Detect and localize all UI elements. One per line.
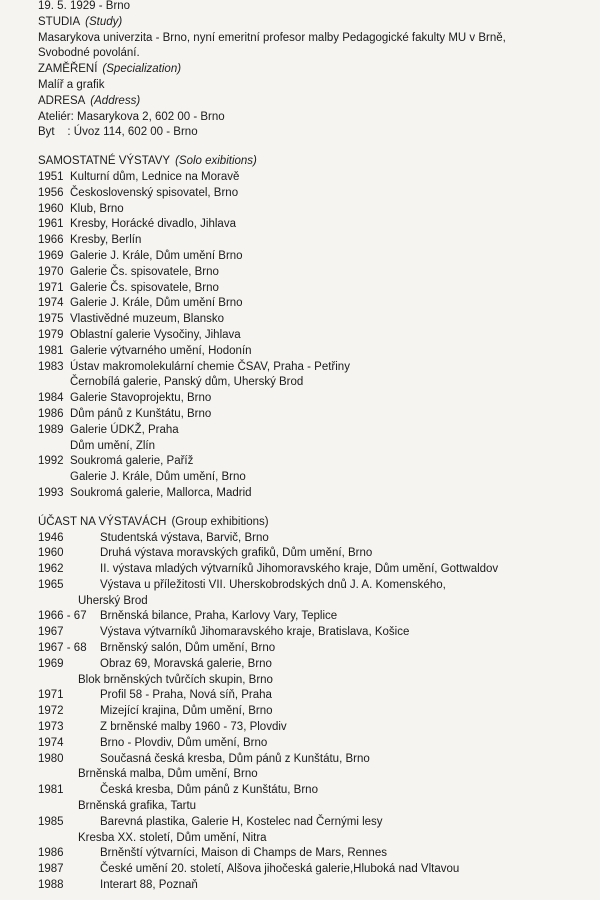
entry-year: 1960 bbox=[38, 202, 64, 215]
entry-year: 1992 bbox=[38, 455, 64, 468]
group-exhibition-entry bbox=[38, 752, 592, 768]
group-exhibition-entry bbox=[38, 531, 592, 547]
solo-exhibition-entry bbox=[38, 391, 592, 407]
entry-text: Kresby, Berlín bbox=[70, 234, 142, 247]
studia-heading-label: STUDIA bbox=[38, 15, 81, 28]
section-heading-zamereni bbox=[38, 62, 592, 78]
group-exhibition-entry bbox=[38, 846, 592, 862]
solo-exhibition-entry bbox=[38, 344, 592, 360]
group-exhibition-entry bbox=[38, 578, 592, 594]
entry-year: 1951 bbox=[38, 170, 64, 183]
entry-text: Barevná plastika, Galerie H, Kostelec nad Černými lesy bbox=[100, 815, 383, 828]
group-exhibition-entry bbox=[38, 815, 592, 831]
entry-text: České umění 20. století, Alšova jihočeská galerie,Hluboká nad Vltavou bbox=[100, 863, 460, 876]
entry-year: 1974 bbox=[38, 297, 64, 310]
entry-text: Kresby, Horácké divadlo, Jihlava bbox=[70, 218, 236, 231]
group-exhibition-entry bbox=[38, 704, 592, 720]
entry-year: 1972 bbox=[38, 705, 64, 718]
group-exhibition-entry bbox=[38, 783, 592, 799]
entry-text: Výstava výtvarníků Jihomaravského kraje, Bratislava, Košice bbox=[100, 626, 410, 639]
entry-text: Brněnská malba, Dům umění, Brno bbox=[78, 768, 258, 781]
entry-text: Mizející krajina, Dům umění, Brno bbox=[100, 705, 273, 718]
entry-year: 1969 bbox=[38, 249, 64, 262]
entry-year: 1983 bbox=[38, 360, 64, 373]
entry-text: Brněnská grafika, Tartu bbox=[78, 800, 197, 813]
studia-text-line: Masarykova univerzita - Brno, nyní emeritní profesor malby Pedagogické fakulty MU v Brně, bbox=[38, 31, 506, 44]
solo-exhibition-entry bbox=[38, 281, 592, 297]
solo-exhibition-entry bbox=[38, 249, 592, 265]
entry-year: 1979 bbox=[38, 328, 64, 341]
entry-text: Současná česká kresba, Dům pánů z Kunštátu, Brno bbox=[100, 752, 370, 765]
entry-year: 1974 bbox=[38, 736, 64, 749]
entry-text: Uherský Brod bbox=[78, 594, 148, 607]
entry-text: Galerie Stavoprojektu, Brno bbox=[70, 392, 212, 405]
adresa-heading-translation: (Address) bbox=[90, 94, 141, 107]
group-exhibition-entry bbox=[38, 720, 592, 736]
section-heading-solo-exhibitions bbox=[38, 154, 592, 170]
group-exhibition-entry bbox=[38, 831, 592, 847]
group-exhibition-entry bbox=[38, 736, 592, 752]
entry-text: Kulturní dům, Lednice na Moravě bbox=[70, 170, 240, 183]
group-exhibition-entry bbox=[38, 673, 592, 689]
entry-text: Galerie Čs. spisovatele, Brno bbox=[70, 265, 219, 278]
entry-year: 1971 bbox=[38, 281, 64, 294]
entry-text: Galerie J. Krále, Dům umění Brno bbox=[70, 297, 243, 310]
group-exhibition-entry bbox=[38, 767, 592, 783]
solo-exhibition-entry bbox=[38, 202, 592, 218]
group-exhibition-entry bbox=[38, 657, 592, 673]
section-heading-adresa bbox=[38, 94, 592, 110]
entry-text: Vlastivědné muzeum, Blansko bbox=[70, 313, 225, 326]
entry-text: Brněnští výtvarníci, Maison di Champs de Mars, Rennes bbox=[100, 847, 387, 860]
entry-text: Galerie J. Krále, Dům umění Brno bbox=[70, 249, 243, 262]
solo-exhibition-entry bbox=[38, 454, 592, 470]
entry-year: 1993 bbox=[38, 486, 64, 499]
solo-exhibition-entry bbox=[38, 360, 592, 376]
solo-exhibition-entry bbox=[38, 186, 592, 202]
entry-year: 1970 bbox=[38, 265, 64, 278]
solo-exhibition-entry bbox=[38, 486, 592, 502]
zamereni-heading-translation: (Specialization) bbox=[102, 63, 182, 76]
entry-year: 1961 bbox=[38, 218, 64, 231]
entry-text: Dům umění, Zlín bbox=[70, 439, 155, 452]
solo-exhibitions-list bbox=[38, 170, 592, 502]
entry-year: 1988 bbox=[38, 879, 64, 892]
section-heading-studia bbox=[38, 15, 592, 31]
adresa-heading-label: ADRESA bbox=[38, 94, 86, 107]
entry-text: Galerie Čs. spisovatele, Brno bbox=[70, 281, 219, 294]
entry-text: Soukromá galerie, Mallorca, Madrid bbox=[70, 486, 252, 499]
solo-exhibition-entry bbox=[38, 170, 592, 186]
group-exhibition-entry bbox=[38, 862, 592, 878]
entry-text: Brněnská bilance, Praha, Karlovy Vary, Teplice bbox=[100, 610, 338, 623]
solo-exhibition-entry bbox=[38, 375, 592, 391]
entry-year: 1986 bbox=[38, 407, 64, 420]
group-exhibition-entry bbox=[38, 609, 592, 625]
entry-text: Brno - Plovdiv, Dům umění, Brno bbox=[100, 736, 268, 749]
group-exhibition-entry bbox=[38, 878, 592, 894]
entry-text: Galerie J. Krále, Dům umění, Brno bbox=[70, 471, 246, 484]
entry-year: 1967 - 68 bbox=[38, 642, 87, 655]
entry-year: 1989 bbox=[38, 423, 64, 436]
entry-year: 1956 bbox=[38, 186, 64, 199]
entry-year: 1971 bbox=[38, 689, 64, 702]
solo-exhibition-entry bbox=[38, 328, 592, 344]
solo-exhibition-entry bbox=[38, 423, 592, 439]
solo-heading-label: SAMOSTATNÉ VÝSTAVY bbox=[38, 155, 171, 168]
solo-exhibition-entry bbox=[38, 296, 592, 312]
solo-exhibition-entry bbox=[38, 470, 592, 486]
group-exhibition-entry bbox=[38, 688, 592, 704]
entry-year: 1966 - 67 bbox=[38, 610, 87, 623]
entry-text: Studentská výstava, Barvič, Brno bbox=[100, 531, 269, 544]
entry-year: 1981 bbox=[38, 784, 64, 797]
entry-year: 1966 bbox=[38, 234, 64, 247]
entry-year: 1987 bbox=[38, 863, 64, 876]
group-exhibition-entry bbox=[38, 546, 592, 562]
entry-year: 1981 bbox=[38, 344, 64, 357]
studia-heading-translation: (Study) bbox=[85, 15, 123, 28]
solo-exhibition-entry bbox=[38, 217, 592, 233]
entry-year: 1962 bbox=[38, 563, 64, 576]
entry-text: Oblastní galerie Vysočiny, Jihlava bbox=[70, 328, 241, 341]
entry-text: Blok brněnských tvůrčích skupin, Brno bbox=[78, 673, 273, 686]
group-heading-label: ÚČAST NA VÝSTAVÁCH bbox=[38, 515, 167, 528]
entry-text: Československý spisovatel, Brno bbox=[70, 186, 239, 199]
section-heading-group-exhibitions bbox=[38, 515, 592, 531]
entry-text: Soukromá galerie, Paříž bbox=[70, 455, 194, 468]
entry-text: Z brněnské malby 1960 - 73, Plovdiv bbox=[100, 721, 287, 734]
group-exhibition-entry bbox=[38, 594, 592, 610]
entry-text: Galerie výtvarného umění, Hodonín bbox=[70, 344, 252, 357]
entry-year: 1975 bbox=[38, 313, 64, 326]
entry-text: Brněnský salón, Dům umění, Brno bbox=[100, 642, 276, 655]
solo-exhibition-entry bbox=[38, 233, 592, 249]
entry-text: Interart 88, Poznaň bbox=[100, 879, 198, 892]
studia-text-line: Svobodné povolání. bbox=[38, 47, 140, 60]
solo-exhibition-entry bbox=[38, 407, 592, 423]
entry-text: Kresba XX. století, Dům umění, Nitra bbox=[78, 831, 267, 844]
entry-text: Černobílá galerie, Panský dům, Uherský Brod bbox=[70, 376, 304, 389]
entry-text: Výstava u příležitosti VII. Uherskobrodských dnů J. A. Komenského, bbox=[100, 578, 446, 591]
entry-year: 1960 bbox=[38, 547, 64, 560]
entry-year: 1986 bbox=[38, 847, 64, 860]
solo-exhibition-entry bbox=[38, 312, 592, 328]
solo-exhibition-entry bbox=[38, 265, 592, 281]
entry-year: 1967 bbox=[38, 626, 64, 639]
entry-year: 1984 bbox=[38, 392, 64, 405]
entry-year: 1980 bbox=[38, 752, 64, 765]
entry-text: II. výstava mladých výtvarníků Jihomoravského kraje, Dům umění, Gottwaldov bbox=[100, 563, 499, 576]
group-exhibition-entry bbox=[38, 641, 592, 657]
entry-text: Galerie ÚDKŽ, Praha bbox=[70, 423, 179, 436]
group-exhibition-entry bbox=[38, 625, 592, 641]
entry-text: Ústav makromolekulární chemie ČSAV, Praha - Petřiny bbox=[70, 360, 350, 373]
entry-text: Dům pánů z Kunštátu, Brno bbox=[70, 407, 212, 420]
group-exhibition-entry bbox=[38, 562, 592, 578]
entry-text: Česká kresba, Dům pánů z Kunštátu, Brno bbox=[100, 784, 318, 797]
entry-text: Druhá výstava moravských grafiků, Dům umění, Brno bbox=[100, 547, 373, 560]
entry-year: 1969 bbox=[38, 657, 64, 670]
birth-date-line: 19. 5. 1929 - Brno bbox=[38, 0, 131, 12]
group-exhibition-entry bbox=[38, 799, 592, 815]
adresa-atelier-line: Ateliér: Masarykova 2, 602 00 - Brno bbox=[38, 110, 225, 123]
entry-text: Obraz 69, Moravská galerie, Brno bbox=[100, 657, 272, 670]
solo-heading-translation: (Solo exibitions) bbox=[175, 155, 257, 168]
entry-text: Profil 58 - Praha, Nová síň, Praha bbox=[100, 689, 272, 702]
adresa-byt-line: Byt : Úvoz 114, 602 00 - Brno bbox=[38, 126, 198, 139]
group-heading-translation: (Group exhibitions) bbox=[171, 515, 269, 528]
solo-exhibition-entry bbox=[38, 439, 592, 455]
entry-text: Klub, Brno bbox=[70, 202, 124, 215]
entry-year: 1973 bbox=[38, 721, 64, 734]
group-exhibitions-list bbox=[38, 531, 592, 894]
entry-year: 1946 bbox=[38, 531, 64, 544]
entry-year: 1965 bbox=[38, 578, 64, 591]
entry-year: 1985 bbox=[38, 815, 64, 828]
zamereni-text-line: Malíř a grafik bbox=[38, 78, 105, 91]
zamereni-heading-label: ZAMĚŘENÍ bbox=[38, 63, 98, 76]
